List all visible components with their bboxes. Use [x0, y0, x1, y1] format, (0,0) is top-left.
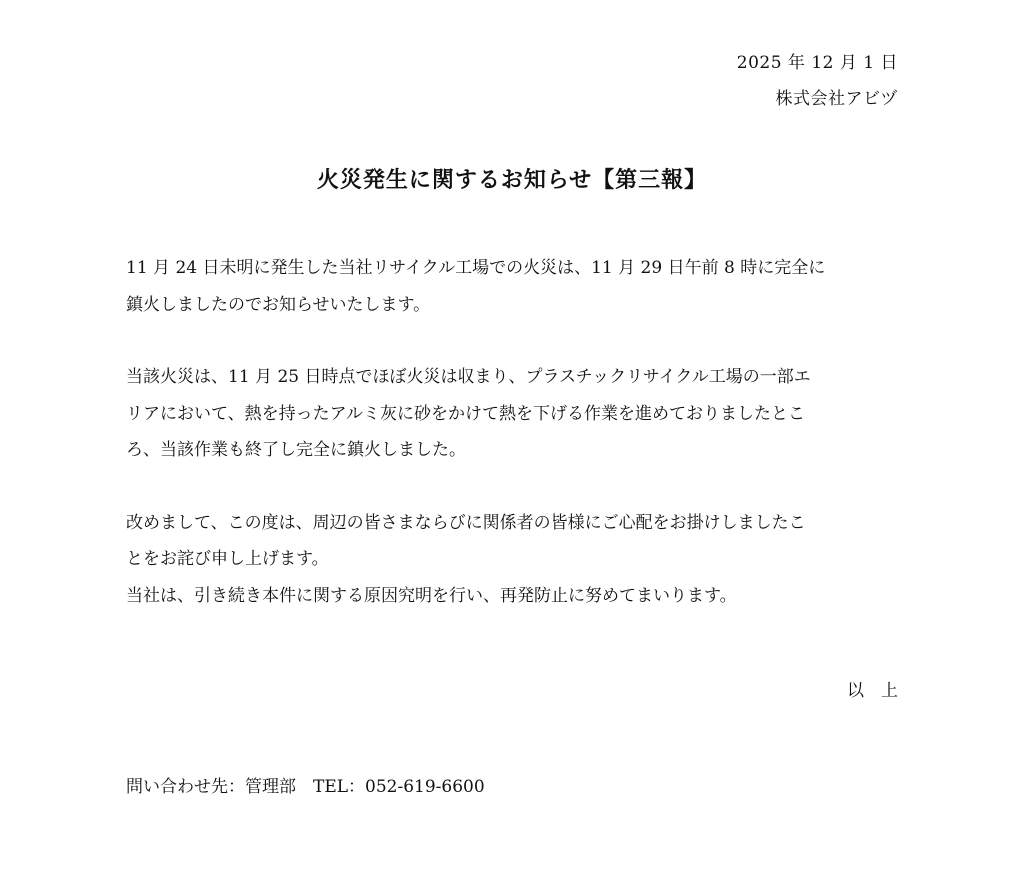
paragraph-line: とをお詫び申し上げます。 [126, 549, 329, 569]
issue-date: 2025 年 12 月 1 日 [736, 53, 898, 73]
paragraph-gap [126, 323, 896, 359]
paragraph-1 [126, 250, 896, 323]
closing-mark: 以 上 [847, 681, 898, 701]
paragraph-gap [126, 469, 896, 505]
paragraph-line: 11 月 24 日未明に発生した当社リサイクル工場での火災は、11 月 29 日午前 8 時に完全に [126, 258, 826, 278]
paragraph-line: 当社は、引き続き本件に関する原因究明を行い、再発防止に努めてまいります。 [126, 585, 737, 606]
notice-title: 火災発生に関するお知らせ【第三報】 [316, 167, 708, 193]
paragraph-line: 当該火災は、11 月 25 日時点でほぼ火災は収まり、プラスチックリサイクル工場の一部エ [126, 367, 811, 387]
notice-body [126, 250, 896, 614]
company-name: 株式会社アビヅ [775, 89, 898, 109]
paragraph-3 [126, 505, 896, 615]
paragraph-2 [126, 359, 896, 469]
paragraph-line: ろ、当該作業も終了し完全に鎮火しました。 [126, 440, 466, 460]
paragraph-line: 鎮火しましたのでお知らせいたします。 [126, 294, 431, 315]
paragraph-line: リアにおいて、熱を持ったアルミ灰に砂をかけて熱を下げる作業を進めておりましたとこ [126, 403, 805, 424]
contact-info: 問い合わせ先：管理部 TEL：052-619-6600 [126, 777, 485, 797]
paragraph-line: 改めまして、この度は、周辺の皆さまならびに関係者の皆様にご心配をお掛けしましたこ [126, 512, 806, 533]
